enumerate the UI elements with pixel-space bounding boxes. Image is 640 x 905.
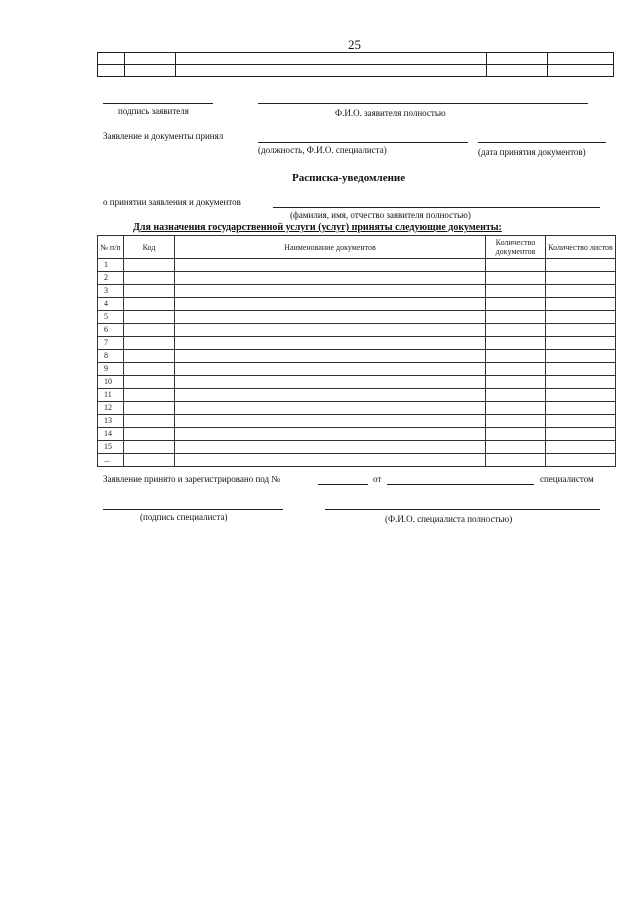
cell-code (124, 350, 175, 363)
cell-sheet-count (546, 337, 616, 350)
applicant-signature-caption: подпись заявителя (118, 106, 189, 116)
row-number: 5 (98, 311, 124, 324)
page-number: 25 (348, 37, 361, 52)
cell-name (175, 415, 486, 428)
cell-code (124, 259, 175, 272)
cell-name (175, 376, 486, 389)
table-row (98, 428, 616, 441)
table-row (98, 311, 616, 324)
cell-code (124, 311, 175, 324)
header-num: № п/п (98, 236, 124, 259)
cell-doc-count (486, 454, 546, 467)
cell-code (124, 337, 175, 350)
specialist-signature-caption: (подпись специалиста) (140, 512, 228, 522)
applicant-name-caption: Ф.И.О. заявителя полностью (335, 108, 446, 118)
cell-name (175, 402, 486, 415)
cell-code (124, 415, 175, 428)
cell-sheet-count (546, 311, 616, 324)
cell-code (124, 272, 175, 285)
accepted-by-position-caption: (должность, Ф.И.О. специалиста) (258, 145, 387, 155)
table-heading: Для назначения государственной услуги (услуг) приняты следующие документы: (133, 222, 502, 233)
row-number: 3 (98, 285, 124, 298)
cell-code (124, 324, 175, 337)
cell-code (124, 363, 175, 376)
cell-doc-count (486, 337, 546, 350)
cell-name (175, 259, 486, 272)
cell-sheet-count (546, 428, 616, 441)
cell-doc-count (486, 311, 546, 324)
cell-sheet-count (546, 415, 616, 428)
documents-table (97, 235, 616, 467)
registration-specialist-label: специалистом (540, 474, 594, 484)
cell-doc-count (486, 441, 546, 454)
row-number: 9 (98, 363, 124, 376)
header-sheet-count: Количество листов (546, 236, 616, 259)
row-number: 7 (98, 337, 124, 350)
cell-code (124, 454, 175, 467)
cell-name (175, 454, 486, 467)
cell-name (175, 428, 486, 441)
cell-sheet-count (546, 402, 616, 415)
header-doc-count: Количество документов (486, 236, 546, 259)
cell-name (175, 350, 486, 363)
table-row (98, 441, 616, 454)
cell-sheet-count (546, 441, 616, 454)
cell-name (175, 389, 486, 402)
table-header-row (98, 236, 616, 259)
accepted-by-position-line (258, 142, 468, 143)
cell-sheet-count (546, 272, 616, 285)
table-row (98, 389, 616, 402)
cell-code (124, 428, 175, 441)
table-row (98, 272, 616, 285)
row-number: 4 (98, 298, 124, 311)
registration-number-line (318, 484, 368, 485)
cell-name (175, 337, 486, 350)
row-number: 8 (98, 350, 124, 363)
specialist-name-caption: (Ф.И.О. специалиста полностью) (385, 514, 513, 524)
table-row (98, 298, 616, 311)
cell-code (124, 285, 175, 298)
receipt-applicant-line (273, 207, 600, 208)
cell-doc-count (486, 285, 546, 298)
applicant-name-line (258, 103, 588, 104)
accepted-date-caption: (дата принятия документов) (478, 147, 586, 157)
cell-sheet-count (546, 298, 616, 311)
cell-doc-count (486, 272, 546, 285)
cell-name (175, 272, 486, 285)
cell-doc-count (486, 363, 546, 376)
specialist-name-line (325, 509, 600, 510)
cell-name (175, 441, 486, 454)
header-code: Код (124, 236, 175, 259)
cell-name (175, 285, 486, 298)
cell-doc-count (486, 298, 546, 311)
table-row (98, 324, 616, 337)
row-number: 6 (98, 324, 124, 337)
cell-sheet-count (546, 350, 616, 363)
table-row (98, 454, 616, 467)
registration-from-label: от (373, 474, 382, 484)
table-row (98, 376, 616, 389)
cell-doc-count (486, 259, 546, 272)
cell-sheet-count (546, 259, 616, 272)
row-number: 11 (98, 389, 124, 402)
cell-sheet-count (546, 324, 616, 337)
table-row (98, 350, 616, 363)
accepted-date-line (478, 142, 606, 143)
cell-sheet-count (546, 363, 616, 376)
cell-doc-count (486, 350, 546, 363)
cell-code (124, 298, 175, 311)
cell-doc-count (486, 402, 546, 415)
cell-sheet-count (546, 376, 616, 389)
cell-code (124, 389, 175, 402)
registration-date-line (387, 484, 534, 485)
cell-code (124, 402, 175, 415)
previous-table-fragment (97, 52, 614, 77)
cell-name (175, 311, 486, 324)
specialist-signature-line (103, 509, 283, 510)
row-number: 13 (98, 415, 124, 428)
cell-doc-count (486, 324, 546, 337)
receipt-subtitle-label: о принятии заявления и документов (103, 197, 241, 207)
table-row (98, 285, 616, 298)
row-number: 14 (98, 428, 124, 441)
cell-code (124, 441, 175, 454)
cell-name (175, 363, 486, 376)
applicant-signature-line (103, 103, 213, 104)
row-number: 12 (98, 402, 124, 415)
table-row (98, 415, 616, 428)
table-row (98, 402, 616, 415)
cell-doc-count (486, 389, 546, 402)
table-row (98, 259, 616, 272)
header-name: Наименование документов (175, 236, 486, 259)
row-number: 1 (98, 259, 124, 272)
accepted-by-label: Заявление и документы принял (103, 131, 224, 141)
table-row (98, 363, 616, 376)
row-number: 15 (98, 441, 124, 454)
registration-label: Заявление принято и зарегистрировано под № (103, 474, 280, 484)
row-number: 10 (98, 376, 124, 389)
row-number: ... (98, 454, 124, 467)
cell-doc-count (486, 376, 546, 389)
receipt-title: Расписка-уведомление (292, 172, 406, 184)
cell-sheet-count (546, 454, 616, 467)
cell-sheet-count (546, 285, 616, 298)
cell-sheet-count (546, 389, 616, 402)
cell-code (124, 376, 175, 389)
row-number: 2 (98, 272, 124, 285)
cell-name (175, 324, 486, 337)
receipt-applicant-caption: (фамилия, имя, отчество заявителя полностью) (290, 210, 471, 220)
cell-name (175, 298, 486, 311)
table-row (98, 337, 616, 350)
cell-doc-count (486, 428, 546, 441)
cell-doc-count (486, 415, 546, 428)
